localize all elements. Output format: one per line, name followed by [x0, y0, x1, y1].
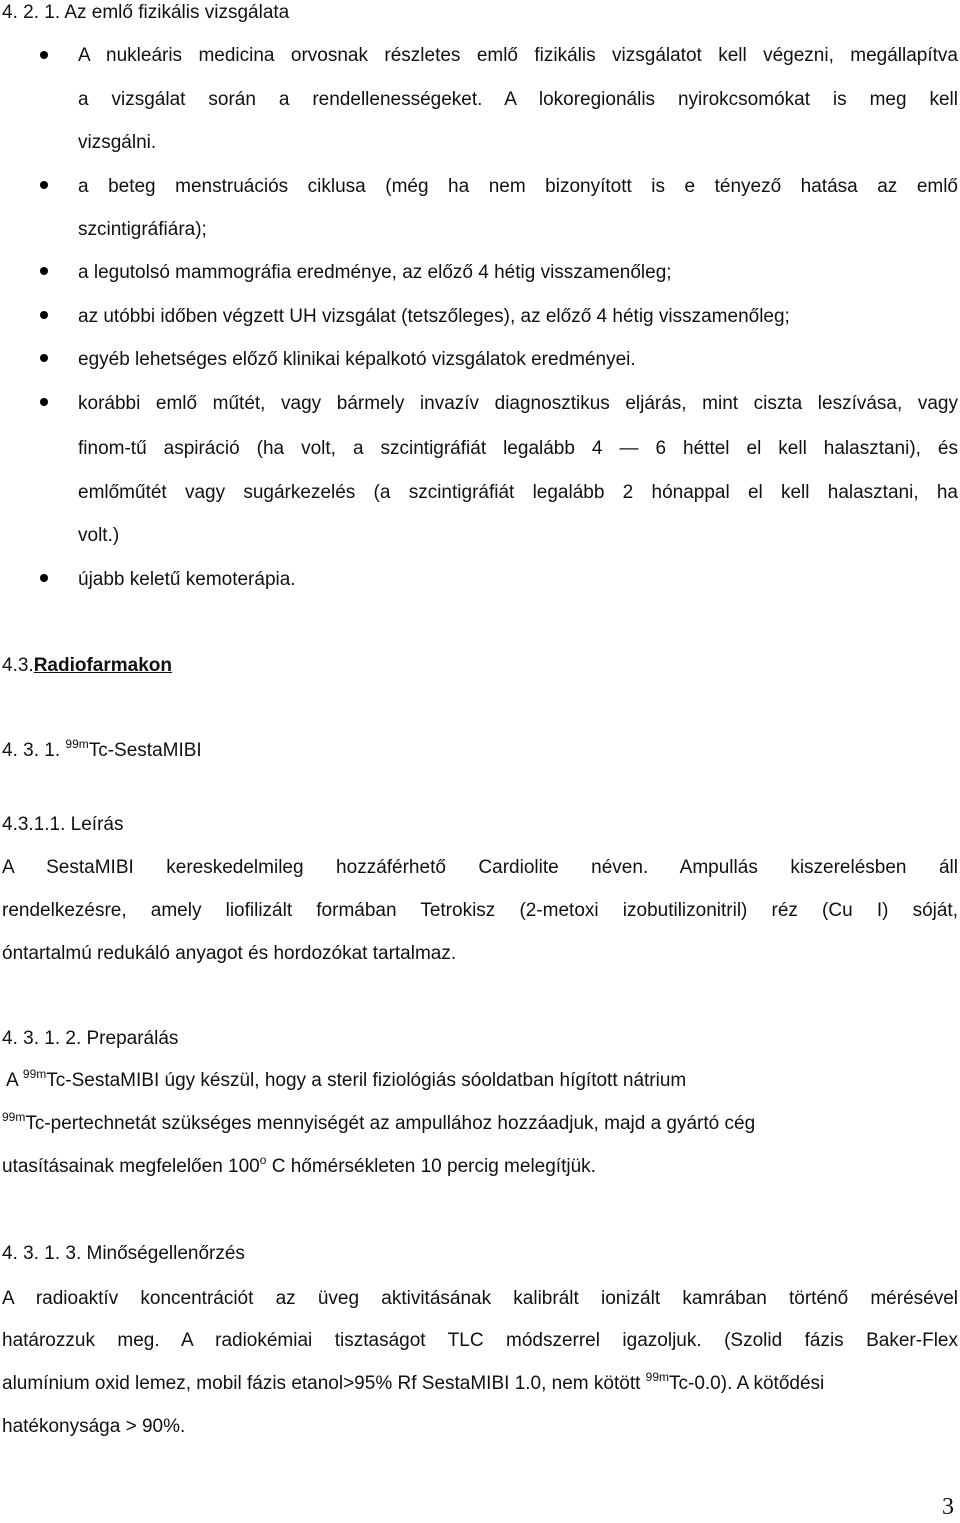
page-number: 3 [942, 1494, 954, 1520]
bullet-2-line-1: a beteg menstruációs ciklusa (még ha nem bizonyított is e tényező hatása az emlő [78, 176, 958, 197]
bullet-7-line-1: újabb keletű kemoterápia. [78, 569, 296, 590]
qc-line-1: A radioaktív koncentrációt az üveg aktivitásának kalibrált ionizált kamrában történő mérésével [2, 1288, 958, 1309]
heading-breast-exam: 4. 2. 1. Az emlő fizikális vizsgálata [2, 2, 290, 23]
prep-line-1-start: A [6, 1070, 18, 1091]
prep-line-2 [2, 1110, 756, 1135]
prep-line-1 [6, 1067, 687, 1092]
section-number: 4.3. [2, 655, 34, 676]
desc-line-2: rendelkezésre, amely liofilizált formában Tetrokisz (2-metoxi izobutilizonitril) réz (Cu I) sóját, [2, 900, 958, 921]
desc-line-3: óntartalmú redukáló anyagot és hordozókat tartalmaz. [2, 943, 457, 964]
qc-line-2: határozzuk meg. A radiokémiai tisztaságot TLC módszerrel igazoljuk. (Szolid fázis Baker-Flex [2, 1330, 958, 1351]
heading-leiras: 4.3.1.1. Leírás [2, 814, 124, 835]
section-title: Radiofarmakon [33, 655, 173, 676]
bullet-1-line-3: vizsgálni. [78, 132, 157, 153]
desc-line-1: A SestaMIBI kereskedelmileg hozzáférhető Cardiolite néven. Ampullás kiszerelésben áll [2, 857, 958, 878]
bullet-1-line-2: a vizsgálat során a rendellenességeket. A lokoregionális nyirokcsomókat is meg kell [78, 89, 958, 110]
heading-preparalas: 4. 3. 1. 2. Preparálás [2, 1028, 179, 1049]
heading-431-suffix: Tc-SestaMIBI [88, 740, 202, 761]
heading-431-prefix: 4. 3. 1. [2, 740, 61, 761]
bullet-5-line-1: egyéb lehetséges előző klinikai képalkotó vizsgálatok eredményei. [78, 349, 636, 370]
bullet-dot [40, 354, 48, 362]
bullet-dot [40, 574, 48, 582]
isotope-superscript: 99m [2, 1110, 26, 1124]
heading-tc-sestamibi [2, 737, 202, 762]
bullet-6-line-1: korábbi emlő műtét, vagy bármely invazív diagnosztikus eljárás, mint ciszta leszívása, vagy [78, 393, 958, 414]
qc-line-3-start: alumínium oxid lemez, mobil fázis etanol>95% Rf SestaMIBI 1.0, nem kötött [2, 1373, 641, 1394]
qc-line-4: hatékonysága > 90%. [2, 1416, 186, 1437]
bullet-6-line-2: finom-tű aspiráció (ha volt, a szcintigráfiát legalább 4 — 6 héttel el kell halasztani), és [78, 438, 958, 459]
degree-superscript: o [259, 1153, 267, 1167]
qc-line-3-rest: Tc-0.0). A kötődési [669, 1373, 825, 1394]
bullet-4-line-1: az utóbbi időben végzett UH vizsgálat (tetszőleges), az előző 4 hétig visszamenőleg; [78, 306, 790, 327]
bullet-1-line-1: A nukleáris medicina orvosnak részletes emlő fizikális vizsgálatot kell végezni, megállapítva [78, 45, 958, 66]
bullet-3-line-1: a legutolsó mammográfia eredménye, az előző 4 hétig visszamenőleg; [78, 262, 672, 283]
bullet-6-line-3: emlőműtét vagy sugárkezelés (a szcintigráfiát legalább 2 hónappal el kell halasztani, ha [78, 482, 958, 503]
prep-line-2-text: Tc-pertechnetát szükséges mennyiségét az ampullához hozzáadjuk, majd a gyártó cég [25, 1113, 756, 1134]
prep-line-3-rest: C hőmérsékleten 10 percig melegítjük. [271, 1156, 596, 1177]
bullet-dot [40, 181, 48, 189]
prep-line-3 [2, 1153, 596, 1178]
prep-line-1-rest: Tc-SestaMIBI úgy készül, hogy a steril fiziológiás sóoldatban hígított nátrium [46, 1070, 687, 1091]
bullet-6-line-4: volt.) [78, 525, 120, 546]
bullet-dot [40, 398, 48, 406]
heading-minosegellenorzes: 4. 3. 1. 3. Minőségellenőrzés [2, 1243, 245, 1264]
bullet-dot [40, 51, 48, 59]
bullet-dot [40, 311, 48, 319]
prep-line-3-start: utasításainak megfelelően 100 [2, 1156, 260, 1177]
isotope-superscript: 99m [645, 1370, 669, 1384]
section-heading-radiofarmakon [2, 655, 172, 677]
bullet-2-line-2: szcintigráfiára); [78, 219, 207, 240]
bullet-dot [40, 267, 48, 275]
isotope-superscript: 99m [65, 737, 89, 751]
qc-line-3 [2, 1370, 825, 1395]
isotope-superscript: 99m [22, 1067, 47, 1081]
